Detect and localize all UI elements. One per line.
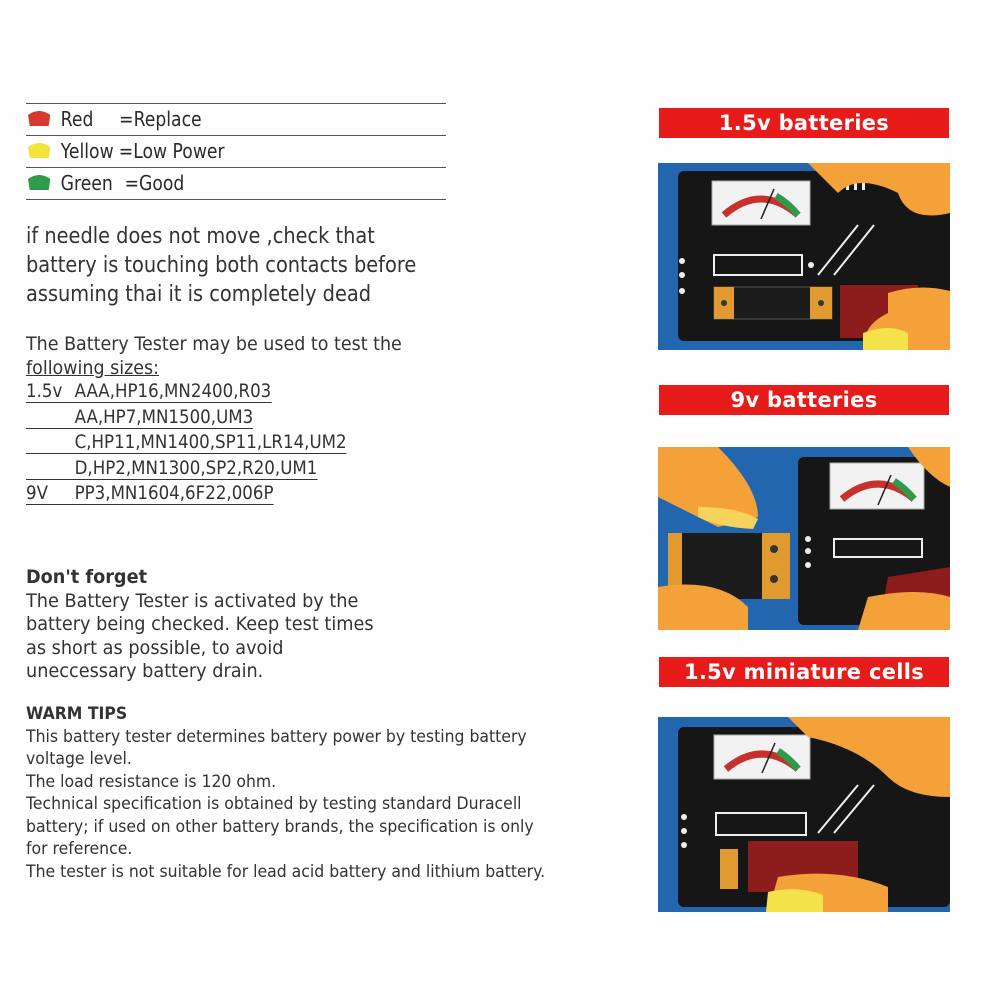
photo-1-5v-miniature-cells [658, 717, 950, 912]
size-text: D,HP2,MN1300,SP2,R20,UM1 [74, 457, 318, 479]
size-text: AAA,HP16,MN2400,R03 [74, 381, 272, 402]
size-label: 9V [26, 483, 48, 504]
legend-row-red [28, 104, 202, 134]
size-row [26, 458, 317, 480]
legend-meaning: =Replace [119, 107, 202, 131]
size-row [26, 483, 274, 505]
size-row [26, 407, 253, 429]
sizes-list [26, 380, 347, 508]
size-text: C,HP11,MN1400,SP11,LR14,UM2 [74, 432, 347, 453]
banner-title: 1.5v batteries [718, 111, 890, 135]
banner-1-5v-miniature-cells [659, 657, 949, 687]
dont-forget-line: The Battery Tester is activated by the [26, 589, 359, 612]
size-row [26, 432, 347, 454]
banner-title: 1.5v miniature cells [683, 660, 925, 684]
banner-9v-batteries [659, 385, 949, 415]
legend-name: Green [60, 171, 113, 195]
dont-forget-line: as short as possible, to avoid [26, 636, 284, 659]
dont-forget-heading: Don't forget [26, 566, 148, 588]
dont-forget-section [26, 566, 374, 684]
photo-1-5v-batteries [658, 163, 950, 350]
photo-9v-batteries [658, 447, 950, 630]
banner-1-5v-batteries [659, 108, 949, 138]
legend-meaning: =Good [119, 171, 185, 195]
needle-note-line: assuming thai it is completely dead [26, 282, 372, 307]
size-label: 1.5v [26, 381, 63, 402]
legend-row-green [28, 168, 184, 198]
banner-title: 9v batteries [730, 388, 878, 412]
warm-tips-heading: WARM TIPS [26, 704, 128, 723]
legend-name: Red [60, 107, 94, 131]
needle-note-line: battery is touching both contacts before [26, 253, 417, 278]
dont-forget-line: uneccessary battery drain. [26, 660, 264, 682]
legend-meaning: =Low Power [118, 139, 225, 163]
sizes-intro-line: following sizes: [26, 356, 160, 379]
sizes-intro [26, 333, 402, 380]
warm-tips-line: voltage level. [26, 749, 132, 768]
red-indicator-icon [28, 110, 50, 128]
needle-note [26, 222, 416, 309]
legend-row-yellow [28, 136, 225, 166]
warm-tips-line: This battery tester determines battery power by testing battery [26, 726, 527, 746]
warm-tips-line: for reference. [26, 839, 133, 858]
dont-forget-line: battery being checked. Keep test times [26, 613, 374, 635]
warm-tips-section [26, 703, 545, 883]
yellow-indicator-icon [28, 142, 50, 160]
green-indicator-icon [28, 174, 50, 192]
legend-name: Yellow [60, 139, 114, 163]
sizes-intro-line: The Battery Tester may be used to test the [26, 333, 402, 355]
warm-tips-line: The tester is not suitable for lead acid battery and lithium battery. [26, 861, 546, 881]
warm-tips-line: Technical specification is obtained by testing standard Duracell [26, 794, 522, 813]
size-row [26, 381, 271, 403]
warm-tips-line: battery; if used on other battery brands, the specification is only [26, 816, 534, 836]
warm-tips-line: The load resistance is 120 ohm. [26, 771, 277, 791]
size-text: PP3,MN1604,6F22,006P [74, 483, 274, 504]
needle-note-line: if needle does not move ,check that [26, 224, 375, 249]
size-text: AA,HP7,MN1500,UM3 [74, 406, 254, 428]
